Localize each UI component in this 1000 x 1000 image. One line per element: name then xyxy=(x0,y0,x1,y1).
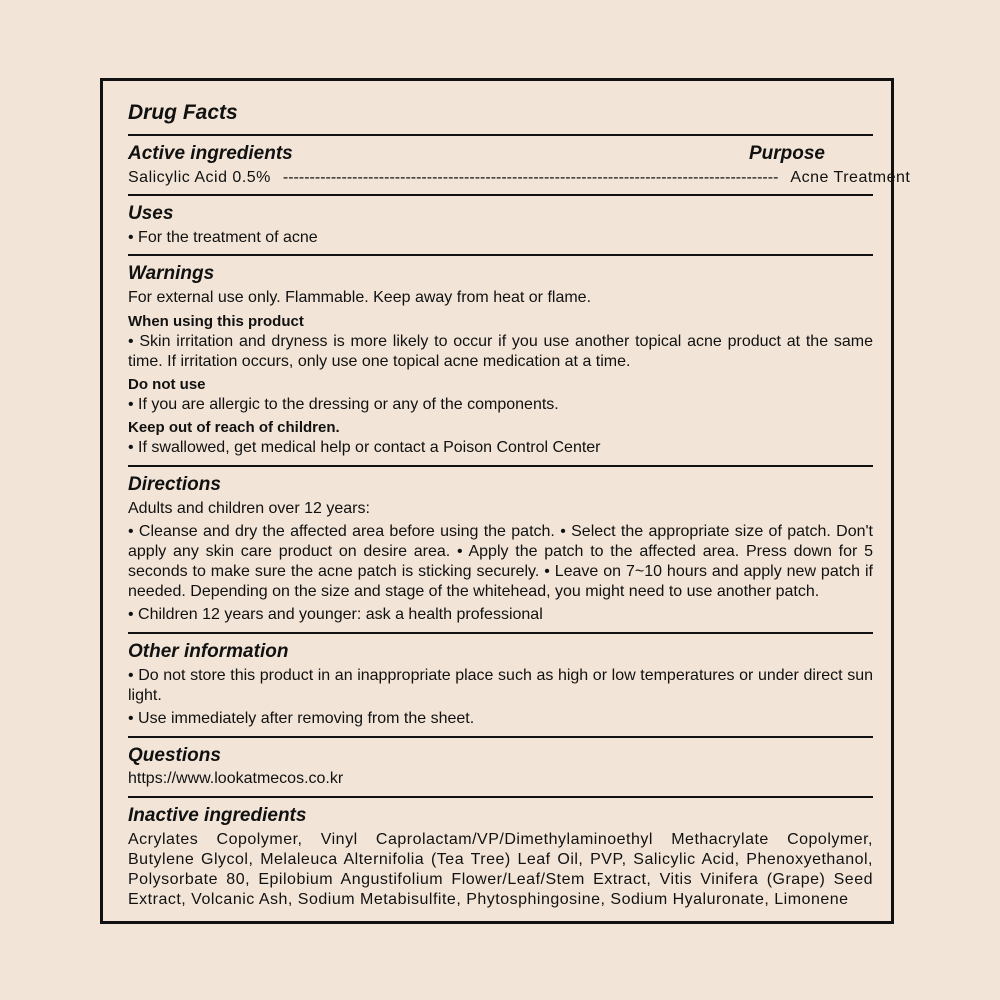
keep-out-heading: Keep out of reach of children. xyxy=(128,419,340,436)
warnings-heading: Warnings xyxy=(128,263,215,284)
questions-url: https://www.lookatmecos.co.kr xyxy=(128,770,344,787)
section-divider xyxy=(128,465,873,467)
section-divider xyxy=(128,796,873,798)
uses-heading: Uses xyxy=(128,203,174,224)
drug-facts-panel xyxy=(100,78,911,924)
drug-facts-title: Drug Facts xyxy=(128,101,238,124)
inactive-ingredients-text: Acrylates Copolymer, Vinyl Caprolactam/VP/Dimethylaminoethyl Methacrylate Copolymer, Butylene Glycol, Melaleuca Alternifolia (Tea Tree) Leaf Oil, PVP, Salicylic Acid, Phenoxyethanol, Polysorbate 80, Epilobium Angustifolium Flower/Leaf/Stem Extract, Vitis Vinifera (Grape) Seed Extract, Volcanic Ash, Sodium Metabisulfite, Phytosphingosine, Sodium Hyaluronate, Limonene xyxy=(128,831,873,908)
active-ingredients-heading: Active ingredients xyxy=(128,143,293,164)
keep-out-text: • If swallowed, get medical help or contact a Poison Control Center xyxy=(128,439,601,456)
when-using-heading: When using this product xyxy=(128,313,304,330)
uses-item: • For the treatment of acne xyxy=(128,229,318,246)
active-ingredient-row xyxy=(128,168,911,188)
section-divider xyxy=(128,194,873,196)
do-not-use-heading: Do not use xyxy=(128,376,206,393)
other-info-item: • Do not store this product in an inappropriate place such as high or low temperatures or under direct sun light. xyxy=(128,667,873,704)
directions-heading: Directions xyxy=(128,474,221,495)
section-divider xyxy=(128,254,873,256)
active-ingredient-purpose: Acne Treatment xyxy=(790,169,911,186)
section-divider xyxy=(128,736,873,738)
other-info-item: • Use immediately after removing from the sheet. xyxy=(128,710,475,727)
leader-dashes: --------------------------------------------------------------------------------------------- xyxy=(282,169,779,186)
questions-heading: Questions xyxy=(128,745,221,766)
inactive-ingredients-heading: Inactive ingredients xyxy=(128,805,307,826)
directions-children: • Children 12 years and younger: ask a health professional xyxy=(128,606,543,623)
directions-intro: Adults and children over 12 years: xyxy=(128,500,370,517)
purpose-heading: Purpose xyxy=(748,143,825,164)
when-using-text: • Skin irritation and dryness is more likely to occur if you use another topical acne product at the same time. If irritation occurs, only use one topical acne medication at a time. xyxy=(128,333,873,370)
active-ingredient-name: Salicylic Acid 0.5% xyxy=(128,169,271,186)
do-not-use-text: • If you are allergic to the dressing or any of the components. xyxy=(128,396,559,413)
warnings-intro: For external use only. Flammable. Keep away from heat or flame. xyxy=(128,289,592,306)
section-divider xyxy=(128,134,873,136)
directions-steps: • Cleanse and dry the affected area before using the patch. • Select the appropriate size of patch. Don't apply any skin care product on desire area. • Apply the patch to the affected area. Press down for 5 seconds to make sure the acne patch is sticking securely. • Leave on 7~10 hours and apply new patch if needed. Depending on the size and stage of the whitehead, you might need to use another patch. xyxy=(128,523,873,600)
other-info-heading: Other information xyxy=(128,641,289,662)
section-divider xyxy=(128,632,873,634)
